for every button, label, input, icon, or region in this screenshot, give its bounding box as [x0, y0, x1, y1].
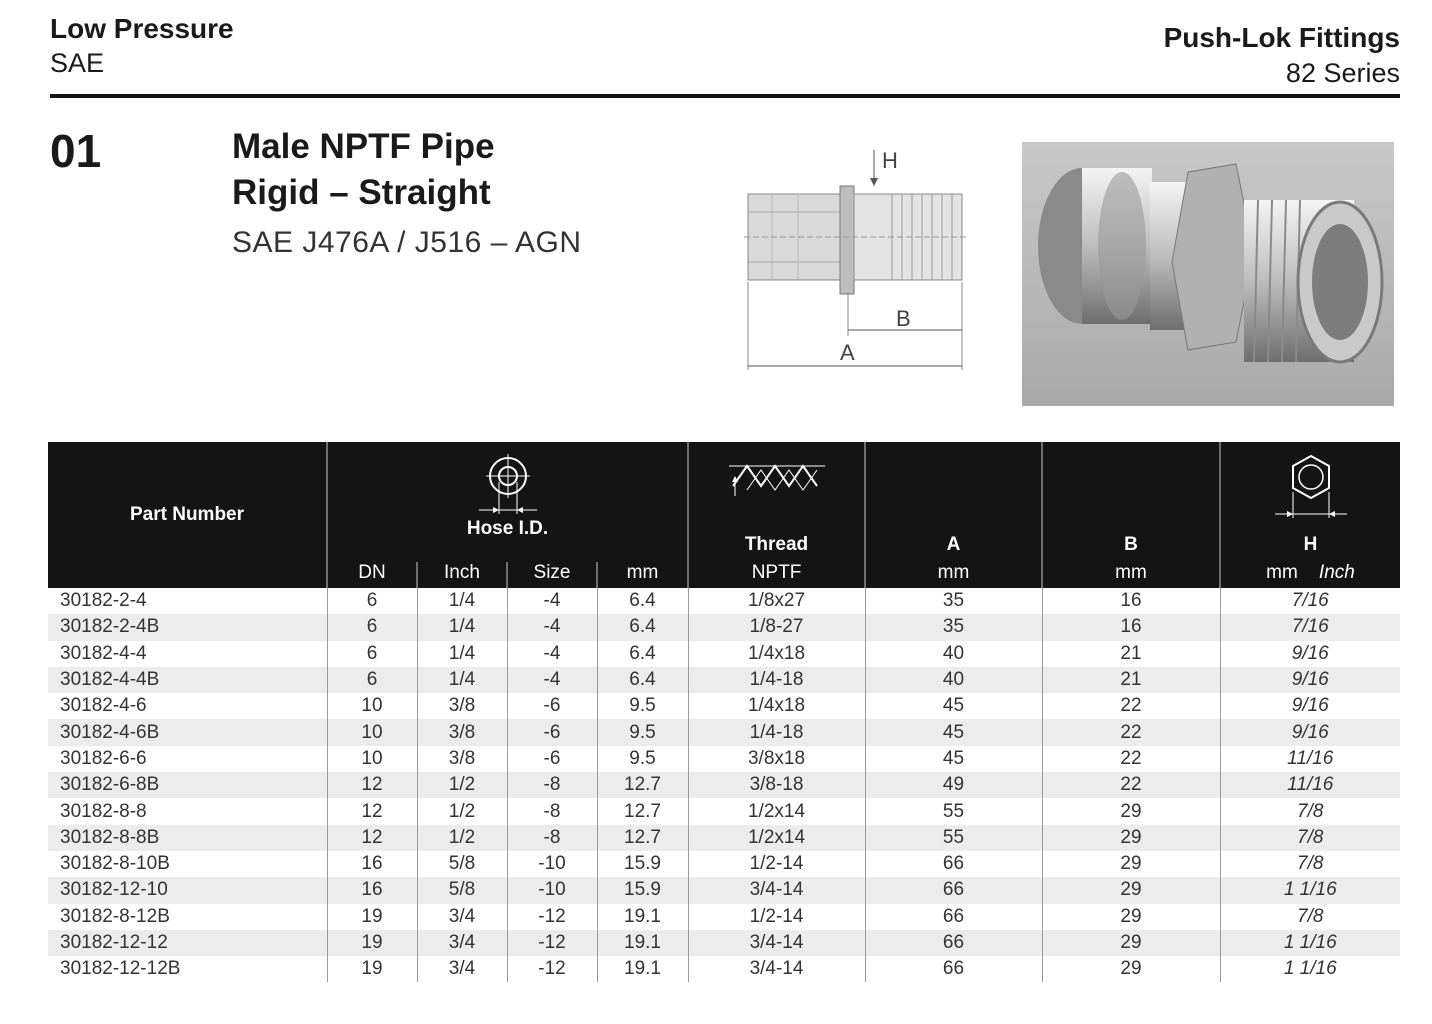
cell-mm: 9.5: [597, 719, 688, 745]
cell-inch: 1/2: [417, 825, 507, 851]
cell-thread: 3/8-18: [688, 772, 865, 798]
cell-dn: 6: [327, 641, 417, 667]
cell-size: -6: [507, 719, 597, 745]
cell-part-number: 30182-8-10B: [60, 853, 170, 875]
cell-thread: 1/8-27: [688, 614, 865, 640]
cell-part-number: 30182-6-6: [60, 747, 147, 769]
cell-part-number: 30182-2-4: [60, 590, 147, 612]
col-header-hose-id: [327, 442, 688, 588]
cell-inch: 3/4: [417, 930, 507, 956]
cell-mm: 15.9: [597, 877, 688, 903]
col-header-mm: mm: [596, 562, 687, 588]
fitting-dimension-drawing: [742, 142, 972, 378]
cell-size: -4: [507, 588, 597, 614]
cell-h: 7/8: [1220, 798, 1400, 824]
cell-h: 1 1/16: [1220, 956, 1400, 982]
cell-inch: 3/4: [417, 904, 507, 930]
cell-a: 66: [865, 851, 1042, 877]
cell-inch: 1/4: [417, 667, 507, 693]
dimension-label-h: H: [882, 148, 898, 173]
col-header-inch: Inch: [416, 562, 506, 588]
cell-h: 7/8: [1220, 851, 1400, 877]
cell-b: 21: [1042, 641, 1220, 667]
cell-mm: 12.7: [597, 825, 688, 851]
col-header-h: H mm Inch: [1220, 442, 1400, 588]
cell-thread: 1/4x18: [688, 693, 865, 719]
cell-size: -6: [507, 746, 597, 772]
cell-a: 35: [865, 614, 1042, 640]
cell-inch: 5/8: [417, 851, 507, 877]
cell-mm: 9.5: [597, 693, 688, 719]
cell-dn: 19: [327, 930, 417, 956]
cell-size: -10: [507, 877, 597, 903]
cell-thread: 3/4-14: [688, 877, 865, 903]
cell-size: -6: [507, 693, 597, 719]
h-unit-mm: mm: [1266, 562, 1298, 583]
cell-b: 22: [1042, 719, 1220, 745]
cell-a: 40: [865, 641, 1042, 667]
cell-part-number: 30182-4-4B: [48, 667, 327, 693]
table-row: [48, 798, 1400, 824]
cell-mm: 19.1: [597, 930, 688, 956]
product-title-line1: Male NPTF Pipe: [232, 127, 495, 166]
product-number: 01: [50, 125, 102, 177]
cell-inch: 1/4: [417, 588, 507, 614]
product-line-series: 82 Series: [1285, 58, 1400, 88]
cell-part-number: 30182-4-6B: [48, 719, 327, 745]
table-row: [48, 614, 1400, 640]
cell-h: 9/16: [1220, 641, 1400, 667]
table-row: [48, 772, 1400, 798]
cell-part-number: 30182-4-4: [60, 642, 147, 664]
b-unit: mm: [1115, 562, 1147, 583]
section-title: Low Pressure: [50, 13, 234, 44]
cell-dn: 19: [327, 956, 417, 982]
cell-part-number: 30182-12-12B: [60, 958, 181, 980]
cell-size: -10: [507, 851, 597, 877]
cell-h: 1 1/16: [1220, 877, 1400, 903]
cell-b: 29: [1042, 798, 1220, 824]
cell-thread: 3/4-14: [688, 956, 865, 982]
cell-b: 29: [1042, 956, 1220, 982]
cell-mm: 6.4: [597, 641, 688, 667]
table-row: [48, 667, 1400, 693]
cell-thread: 3/8x18: [688, 746, 865, 772]
col-header-part-number: Part Number: [48, 442, 327, 588]
cell-mm: 15.9: [597, 851, 688, 877]
dimension-label-b: B: [896, 306, 911, 331]
catalog-section-header: [50, 12, 234, 80]
cell-h: 9/16: [1220, 719, 1400, 745]
cell-h: 1 1/16: [1220, 930, 1400, 956]
cell-mm: 12.7: [597, 772, 688, 798]
cell-b: 22: [1042, 772, 1220, 798]
section-subtitle: SAE: [50, 48, 105, 78]
cell-b: 16: [1042, 614, 1220, 640]
cell-dn: 10: [327, 719, 417, 745]
cell-a: 45: [865, 719, 1042, 745]
cell-h: 7/16: [1220, 614, 1400, 640]
product-standard: SAE J476A / J516 – AGN: [232, 226, 582, 259]
cell-b: 22: [1042, 746, 1220, 772]
cell-size: -8: [507, 825, 597, 851]
cell-mm: 19.1: [597, 904, 688, 930]
cell-thread: 1/8x27: [688, 588, 865, 614]
cell-b: 29: [1042, 851, 1220, 877]
cell-dn: 6: [327, 588, 417, 614]
h-units: [1221, 562, 1400, 588]
thread-label: Thread: [744, 534, 809, 555]
cell-thread: 1/4x18: [688, 641, 865, 667]
hex-icon: [1271, 452, 1351, 522]
cell-h: 9/16: [1220, 693, 1400, 719]
cell-size: -12: [507, 904, 597, 930]
cell-dn: 16: [327, 851, 417, 877]
cell-inch: 1/2: [417, 772, 507, 798]
cell-mm: 6.4: [597, 667, 688, 693]
h-unit-inch: Inch: [1318, 562, 1355, 583]
cell-a: 35: [865, 588, 1042, 614]
cell-inch: 5/8: [417, 877, 507, 903]
cell-h: 11/16: [1220, 772, 1400, 798]
cell-a: 45: [865, 746, 1042, 772]
cell-a: 66: [865, 956, 1042, 982]
cell-b: 22: [1042, 693, 1220, 719]
table-row: [48, 877, 1400, 903]
cell-h: 9/16: [1220, 667, 1400, 693]
cell-a: 66: [865, 904, 1042, 930]
cell-part-number: 30182-8-8B: [48, 825, 327, 851]
col-header-b: B mm: [1042, 442, 1220, 588]
table-row: [48, 719, 1400, 745]
col-header-size: Size: [506, 562, 596, 588]
cell-b: 29: [1042, 930, 1220, 956]
cell-b: 29: [1042, 825, 1220, 851]
cell-size: -4: [507, 667, 597, 693]
thread-unit: NPTF: [751, 562, 802, 583]
cell-mm: 6.4: [597, 614, 688, 640]
table-row: [48, 956, 1400, 982]
fitting-product-photo: [1022, 142, 1394, 406]
cell-h: 11/16: [1220, 746, 1400, 772]
cell-dn: 10: [327, 693, 417, 719]
cell-b: 16: [1042, 588, 1220, 614]
cell-dn: 12: [327, 772, 417, 798]
product-title: [232, 124, 495, 216]
cell-a: 55: [865, 798, 1042, 824]
cell-dn: 6: [327, 614, 417, 640]
table-row: [48, 930, 1400, 956]
cell-a: 45: [865, 693, 1042, 719]
table-header-row: [48, 442, 1400, 588]
cell-thread: 1/2x14: [688, 825, 865, 851]
col-header-dn: DN: [358, 562, 386, 583]
cell-dn: 12: [327, 798, 417, 824]
cell-size: -12: [507, 930, 597, 956]
cell-thread: 1/2-14: [688, 851, 865, 877]
cell-inch: 1/2: [417, 798, 507, 824]
cell-thread: 1/4-18: [688, 667, 865, 693]
cell-part-number: 30182-12-10: [48, 877, 327, 903]
header-divider: [50, 94, 1400, 98]
cell-inch: 1/4: [417, 614, 507, 640]
cell-size: -12: [507, 956, 597, 982]
cell-size: -4: [507, 641, 597, 667]
cell-thread: 3/4-14: [688, 930, 865, 956]
cell-part-number: 30182-4-6: [60, 695, 147, 717]
table-row: [48, 588, 1400, 614]
cell-part-number: 30182-8-8: [60, 800, 147, 822]
cell-mm: 12.7: [597, 798, 688, 824]
cell-inch: 3/8: [417, 719, 507, 745]
table-row: [48, 904, 1400, 930]
cell-h: 7/8: [1220, 904, 1400, 930]
cell-a: 49: [865, 772, 1042, 798]
catalog-product-line-header: [1164, 20, 1400, 90]
cell-size: -4: [507, 614, 597, 640]
cell-size: -8: [507, 772, 597, 798]
hose-id-icon: [473, 452, 543, 518]
cell-a: 40: [865, 667, 1042, 693]
cell-dn: 16: [327, 877, 417, 903]
a-unit: mm: [937, 562, 970, 583]
cell-a: 66: [865, 930, 1042, 956]
dimension-label-a: A: [840, 340, 855, 365]
cell-thread: 1/2-14: [688, 904, 865, 930]
cell-inch: 3/8: [417, 746, 507, 772]
cell-b: 21: [1042, 667, 1220, 693]
cell-a: 55: [865, 825, 1042, 851]
cell-inch: 3/4: [417, 956, 507, 982]
cell-mm: 19.1: [597, 956, 688, 982]
product-line-title: Push-Lok Fittings: [1163, 22, 1400, 53]
cell-size: -8: [507, 798, 597, 824]
cell-mm: 6.4: [597, 588, 688, 614]
cell-thread: 1/4-18: [688, 719, 865, 745]
table-row: [48, 746, 1400, 772]
table-row: [48, 825, 1400, 851]
cell-dn: 10: [327, 746, 417, 772]
cell-part-number: 30182-2-4B: [48, 614, 327, 640]
cell-inch: 3/8: [417, 693, 507, 719]
cell-b: 29: [1042, 904, 1220, 930]
table-row: [48, 641, 1400, 667]
cell-dn: 12: [327, 825, 417, 851]
part-specification-table: [48, 442, 1400, 982]
table-row: [48, 851, 1400, 877]
product-title-line2: Rigid – Straight: [232, 173, 491, 212]
cell-dn: 6: [327, 667, 417, 693]
col-header-a: A mm: [865, 442, 1042, 588]
cell-thread: 1/2x14: [688, 798, 865, 824]
col-header-thread: [688, 442, 865, 588]
cell-b: 29: [1042, 877, 1220, 903]
cell-dn: 19: [327, 904, 417, 930]
table-body: [48, 588, 1400, 982]
cell-part-number: 30182-12-12: [48, 930, 327, 956]
cell-inch: 1/4: [417, 641, 507, 667]
cell-h: 7/16: [1220, 588, 1400, 614]
cell-part-number: 30182-8-12B: [60, 905, 170, 927]
thread-icon: [727, 452, 827, 502]
table-row: [48, 693, 1400, 719]
cell-h: 7/8: [1220, 825, 1400, 851]
cell-a: 66: [865, 877, 1042, 903]
cell-mm: 9.5: [597, 746, 688, 772]
cell-part-number: 30182-6-8B: [48, 772, 327, 798]
hose-id-label: Hose I.D.: [466, 518, 549, 539]
